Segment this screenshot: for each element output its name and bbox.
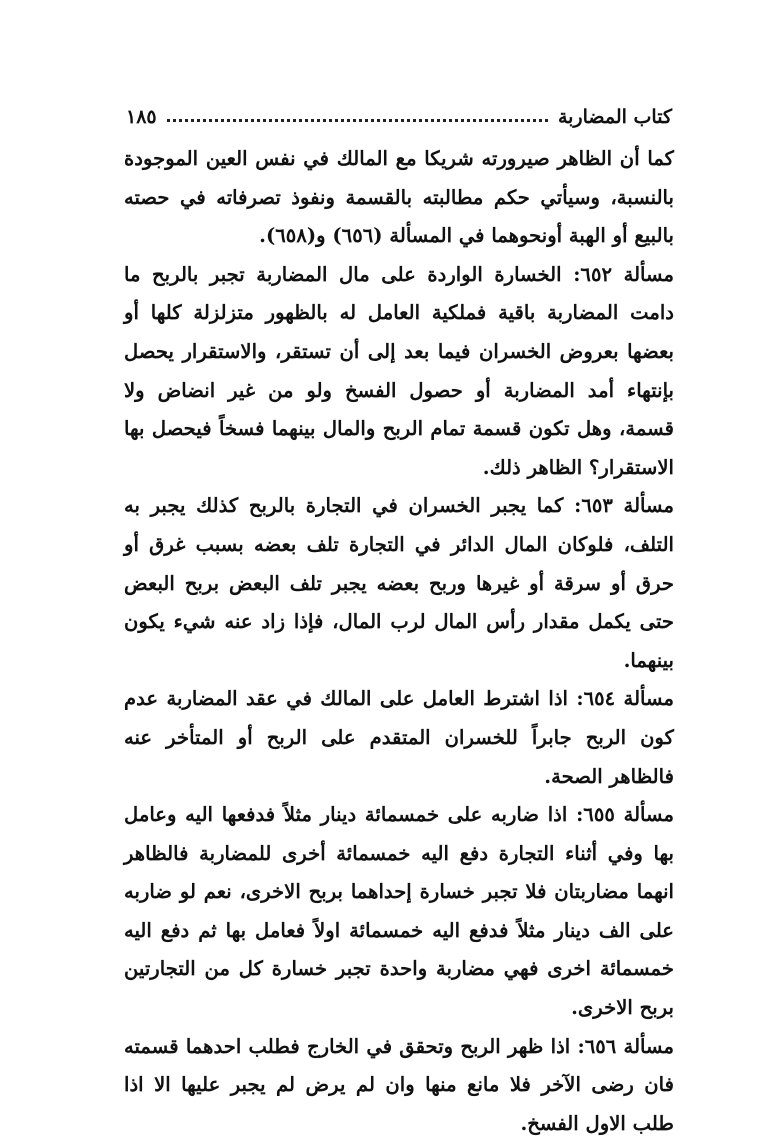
paragraph-text: اذا ضاربه على خمسمائة دينار مثلاً فدفعها اليه وعامل بها وفي أثناء التجارة دفع اليه خمسمائة أخرى للمضاربة فالظاهر انهما مضاربتان فلا تجبر خسارة إحداهما بربح الاخرى، نعم لو ضاربه على الف دينار مثلاً فدفع اليه خمسمائة اولاً فعامل بها ثم دفع اليه خمسمائة اخرى فهي مضاربة واحدة تجبر خسارة كل من التجارتين بربح الاخرى. <box>124 803 674 1020</box>
issue-label: مسألة ٦٥٥: <box>576 803 674 827</box>
issue-label: مسألة ٦٥٢: <box>573 262 674 286</box>
issue-label: مسألة ٦٥٤: <box>576 687 674 711</box>
paragraph-text: الخسارة الواردة على مال المضاربة تجبر بالربح ما دامت المضاربة باقية فملكية العامل له بالظهور متزلزلة كلها أو بعضها بعروض الخسران فيما بعد إلى أن تستقر، والاستقرار يحصل بإنتهاء أمد المضاربة أو حصول الفسخ ولو من غير انضاض ولا قسمة، وهل تكون قسمة تمام الربح والمال بينهما فسخاً فيحصل بها الاستقرار؟ الظاهر ذلك. <box>124 262 674 479</box>
body-text <box>124 140 674 1143</box>
book-title: كتاب المضاربة <box>557 106 672 128</box>
issue-label: مسألة ٦٥٣: <box>574 494 674 518</box>
paragraph-continuation <box>124 140 674 256</box>
paragraph-text: اذا ظهر الربح وتحقق في الخارج فطلب احدهما قسمته فان رضى الآخر فلا مانع منها وان لم يرض لم يجبر عليها الا اذا طلب الاول الفسخ. <box>124 1034 674 1135</box>
paragraph-text: كما أن الظاهر صيرورته شريكا مع المالك في نفس العين الموجودة بالنسبة، وسيأتي حكم مطالبته بالقسمة ونفوذ تصرفاته في حصته بالبيع أو الهبة أونحوهما في المسألة (٦٥٦) و(٦٥٨). <box>124 147 674 248</box>
running-head <box>126 100 672 134</box>
paragraph-issue-653 <box>124 487 674 680</box>
dotted-leader <box>167 119 548 122</box>
paragraph-issue-655 <box>124 796 674 1028</box>
paragraph-issue-652 <box>124 256 674 488</box>
paragraph-text: كما يجبر الخسران في التجارة بالربح كذلك يجبر به التلف، فلوكان المال الدائر في التجارة تلف بعضه بسبب غرق أو حرق أو سرقة أو غيرها وربح بعضه يجبر تلف البعض بربح البعض حتى يكمل مقدار رأس المال لرب المال، فإذا زاد عنه شيء يكون بينهما. <box>124 494 674 672</box>
issue-label: مسألة ٦٥٦: <box>577 1034 674 1058</box>
page-number: ١٨٥ <box>126 106 157 128</box>
paragraph-text: اذا اشترط العامل على المالك في عقد المضاربة عدم كون الربح جابراً للخسران المتقدم على الربح أو المتأخر عنه فالظاهر الصحة. <box>124 687 674 788</box>
paragraph-issue-654 <box>124 680 674 796</box>
